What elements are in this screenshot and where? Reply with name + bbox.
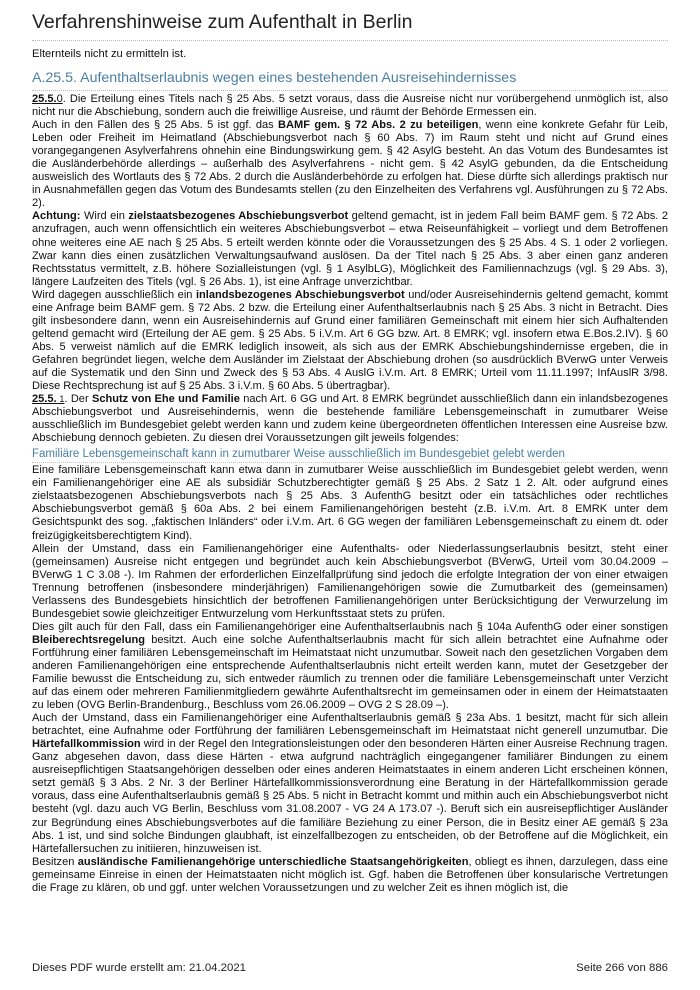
- emphasis-text: Härtefallkommission: [32, 738, 141, 751]
- paragraph-number-suffix: 0: [56, 93, 63, 105]
- paragraph-text: und/oder Ausreisehindernis geltend gemacht, kommt eine Anfrage beim BAMF gem. § 72 Abs. 2 bzw. die Erteilung einer Aufenthaltserlaubnis nach § 25 Abs. 3 nicht in Betracht. Dies gilt insbesondere dann, wenn ein Ausreisehindernis auf Grund einer familiären Gemeinschaft mit einem hier sich Aufhaltenden geltend gemacht wird (Erteilung der AE gem. § 25 Abs. 5 i.V.m. Art 6 GG bzw. Art. 8 EMRK; vgl. insofern etwa E.Bos.2.IV). § 60 Abs. 5 verweist nämlich auf die EMRK lediglich insoweit, als sich aus der EMRK Abschiebungshindernisse ergeben, die in Gefahren begründet liegen, welche dem Ausländer im Zielstaat der Abschiebung drohen (so ausdrücklich BVerwG unter Verweis auf die Systematik und den Sinn und Zweck des § 53 Abs. 4 AuslG i.V.m. Art. 8 EMRK; Urteil vom 11.11.1997; InfAuslR 3/98. Diese Rechtsprechung ist auf § 25 Abs. 3 i.V.m. § 60 Abs. 5 übertragbar).: [32, 288, 668, 393]
- paragraph-bleiberecht: [32, 621, 668, 712]
- paragraph-number: 25.5.: [32, 393, 57, 406]
- section-heading: A.25.5. Aufenthaltserlaubnis wegen eines bestehenden Ausreisehindernisses: [32, 69, 668, 91]
- emphasis-text: BAMF gem. § 72 Abs. 2 zu beteiligen: [278, 119, 479, 132]
- paragraph-25-5-0: [32, 93, 668, 119]
- paragraph-text: geltend gemacht, ist in jedem Fall beim BAMF gem. § 72 Abs. 2 anzufragen, auch wenn offensichtlich ein weiteres Abschiebungsverbot – etwa Reiseunfähigkeit – vorliegt und dem Betroffenen ohne weiteres eine AE nach § 25 Abs. 5 erteilt werden könnte oder die Voraussetzungen des § 25 Abs. 4 S. 1 oder 2 vorliegen. Zwar kann dies einen zusätzlichen Verwaltungsaufwand auslösen. Da der Titel nach § 25 Abs. 3 aber einen ganz anderen Rechtsstatus vermittelt, z.B. höhere Sozialleistungen (vgl. § 1 AsylbLG), Möglichkeit des Familiennachzugs (vgl. § 29 Abs. 3), längere Laufzeiten des Titels (vgl. § 26 Abs. 1), ist eine Anfrage unverzichtbar.: [32, 210, 669, 288]
- emphasis-text: ausländische Familienangehörige unterschiedliche Staatsangehörigkeiten: [77, 855, 469, 868]
- paragraph-text: nach Art. 6 GG und Art. 8 EMRK begründet ausschließlich dann ein inlandsbezogenes Abschiebungsverbot und Ausreisehindernis, wenn die bestehende familiäre Lebensgemeinschaft in zumutbarer Weise ausschließlich im Bundesgebiet gelebt werden kann und zudem keine übergeordneten öffentlichen Interessen eine Ausreise bzw. Abschiebung dennoch gebieten. Zu diesen drei Voraussetzungen gilt jeweils folgendes:: [32, 393, 668, 445]
- paragraph-number-suffix: 1: [56, 394, 65, 405]
- paragraph-25-5-1: [32, 393, 668, 445]
- paragraph-text: . Die Erteilung eines Titels nach § 25 Abs. 5 setzt voraus, dass die Ausreise nicht nur vorübergehend unmöglich ist, also nicht nur die Abschiebung, sondern auch die freiwillige Ausreise, und räumt der Behörde Ermessen ein.: [32, 93, 668, 119]
- paragraph-text: Wird ein: [80, 210, 129, 223]
- paragraph-number: 25.5.: [32, 93, 57, 105]
- emphasis-text: zielstaatsbezogenes Abschiebungsverbot: [128, 210, 349, 223]
- paragraph-text: . Der: [64, 393, 92, 406]
- emphasis-text: Bleiberechtsregelung: [32, 633, 145, 646]
- paragraph-text: , obliegt es ihnen, darzulegen, dass eine gemeinsame Einreise in einen der Heimatstaaten nicht möglich ist. Ggf. haben die Betroffenen über konsularische Vertretungen die Frage zu klären, ob und ggf. unter welchen Voraussetzungen und zu welcher Zeit es ihnen möglich ist, die: [32, 855, 668, 894]
- paragraph-text: besitzt. Auch eine solche Aufenthaltserlaubnis macht für sich allein betrachtet eine Aufnahme oder Fortführung einer familiären Lebensgemeinschaft im Heimatstaat nicht unzumutbar. Soweit nach den gesetzlichen Vorgaben dem anderen Familienangehörigen eine entsprechende Aufenthaltserlaubnis nicht erteilt werden kann, mutet der Gesetzgeber der Familie bewusst die Entscheidung zu, sich entweder räumlich zu trennen oder die familiäre Lebensgemeinschaft unter Verzicht auf das einem oder mehreren Familienmitgliedern gewährte Aufenthaltsrecht im gemeinsamen oder in einem der Heimatstaaten zu leben (OVG Berlin-Brandenburg., Beschluss vom 26.06.2009 – OVG 2 S 28.09 –).: [32, 633, 668, 712]
- subsection-heading: Familiäre Lebensgemeinschaft kann in zumutbarer Weise ausschließlich im Bundesgebiet gelebt werden: [32, 447, 668, 463]
- paragraph-text: Dies gilt auch für den Fall, dass ein Familienangehöriger eine Aufenthaltserlaubnis nach § 104a AufenthG oder einer sonstigen: [32, 620, 668, 633]
- paragraph-staatsangehoerigkeiten: [32, 856, 668, 895]
- paragraph-lebensgemeinschaft: Eine familiäre Lebensgemeinschaft kann etwa dann in zumutbarer Weise ausschließlich im Bundesgebiet gelebt werden, wenn ein Familienangehöriger eine AE als subsidiär Schutzberechtigter gemäß § 25 Abs. 2 Satz 1 2. Alt. oder aufgrund eines zielstaatsbezogenen Abschiebungsverbots nach § 25 Abs. 3 AufenthG besitzt oder ein tatsächliches oder rechtliches Abschiebungsverbot gemäß § 60a Abs. 2 bei einem Familienangehörigen besteht (z.B. i.V.m. Art. 8 EMRK unter dem Gesichtspunkt des sog. „faktischen Inländers“ oder i.V.m. Art. 6 GG wegen der familiären Lebensgemeinschaft zu einem dt. oder freizügigkeitsberechtigtem Kind).: [32, 464, 668, 542]
- emphasis-text: Schutz von Ehe und Familie: [91, 393, 240, 406]
- emphasis-text: inlandsbezogenes Abschiebungsverbot: [195, 288, 405, 301]
- paragraph-text: Besitzen: [32, 855, 78, 868]
- paragraph-achtung: [32, 210, 668, 288]
- document-page: [32, 0, 668, 895]
- footer-created-date: Dieses PDF wurde erstellt am: 21.04.2021: [32, 962, 246, 974]
- footer-page-number: Seite 266 von 886: [576, 962, 668, 974]
- document-title: Verfahrenshinweise zum Aufenthalt in Berlin: [32, 10, 668, 41]
- paragraph-text: Auch in den Fällen des § 25 Abs. 5 ist ggf. das: [32, 119, 279, 132]
- paragraph-text: Wird dagegen ausschließlich ein: [32, 288, 196, 301]
- paragraph-haertefall: [32, 712, 668, 856]
- paragraph-text: , wenn eine konkrete Gefahr für Leib, Leben oder Freiheit im Heimatland (Abschiebungsverbot nach § 60 Abs. 7) im Raum steht und nicht auf Grund eines vorangegangenen Asylverfahrens ohnehin eine Bindungswirkung gem. § 42 AsylG besteht. An das Votum des Bundesamtes ist die Ausländerbehörde allerdings – außerhalb des Asylverfahrens - nicht gem. § 42 AsylG gebunden, da die Entscheidung ausweislich des Wortlauts des § 72 Abs. 2 durch die Ausländerbehörde zu erfolgen hat. Diese dürfte sich allerdings praktisch nur in Ausnahmefällen gegen das Votum des Bundesamts stellen (zu den Einzelheiten des Verfahrens vgl. Ausführungen zu § 72 Abs. 2).: [32, 119, 668, 210]
- paragraph-text: Auch der Umstand, dass ein Familienangehöriger eine Aufenthaltserlaubnis gemäß § 23a Abs. 1 besitzt, macht für sich allein betrachtet, eine Aufnahme oder Fortführung der familiären Lebensgemeinschaft im Heimatstaat nicht generell unzumutbar. Die: [32, 712, 668, 738]
- paragraph-bamf: [32, 119, 668, 210]
- emphasis-text: Achtung:: [32, 210, 81, 223]
- section-body: [32, 93, 668, 895]
- paragraph-inlandsbezogen: [32, 289, 668, 393]
- paragraph-text: wird in der Regel den Integrationsleistungen oder den besonderen Härten einer Ausreise Rechnung tragen. Ganz abgesehen davon, dass diese Härten - etwa aufgrund nachträglich eingegangener familiärer Bindungen zu einem ausreisepflichtigen Staatsangehörigen desselben oder eines anderen Heimatstaates in einem anderen Licht erscheinen können, setzt gemäß § 3 Abs. 2 Nr. 3 der Berliner Härtefallkommissionsverordnung eine Beratung in der Härtefallkommission gerade voraus, dass eine Aufenthaltserlaubnis gemäß § 25 Abs. 5 nicht in Betracht kommt und mithin auch ein Abschiebungsverbot nicht besteht (vgl. dazu auch VG Berlin, Beschluss vom 31.08.2007 - VG 24 A 173.07 -). Beruft sich ein ausreisepflichtiger Ausländer zur Begründung eines Abschiebungsverbotes auf die familiäre Beziehung zu einer Person, die in Besitz einer AE gemäß § 23a Abs. 1 ist, und sind solche Bindungen glaubhaft, ist einzelfallbezogen zu entscheiden, ob der Betroffene auf die Möglichkeit, ein Härtefallersuchen zu initiieren, hinzuweisen ist.: [32, 738, 668, 855]
- paragraph-aufenthaltserlaubnis: Allein der Umstand, dass ein Familienangehöriger eine Aufenthalts- oder Niederlassungserlaubnis besitzt, steht einer (gemeinsamen) Ausreise nicht entgegen und begründet auch kein Abschiebungsverbot (BVerwG, Urteil vom 30.04.2009 – BVerwG 1 C 3.08 -). Im Rahmen der erforderlichen Einzelfallprüfung sind jedoch die erfolgte Integration der von einer etwaigen Trennung betroffenen (insbesondere minderjährigen) Familienangehörigen sowie die Zumutbarkeit des (gemeinsamen) Verlassens des Bundesgebiets hinsichtlich der betroffenen Familienangehörigen unter Berücksichtigung der Verwurzelung im Bundesgebiet sowie gleichzeitiger Entwurzelung vom Herkunftsstaat stets zu prüfen.: [32, 542, 668, 620]
- intro-text: Elternteils nicht zu ermitteln ist.: [32, 48, 187, 60]
